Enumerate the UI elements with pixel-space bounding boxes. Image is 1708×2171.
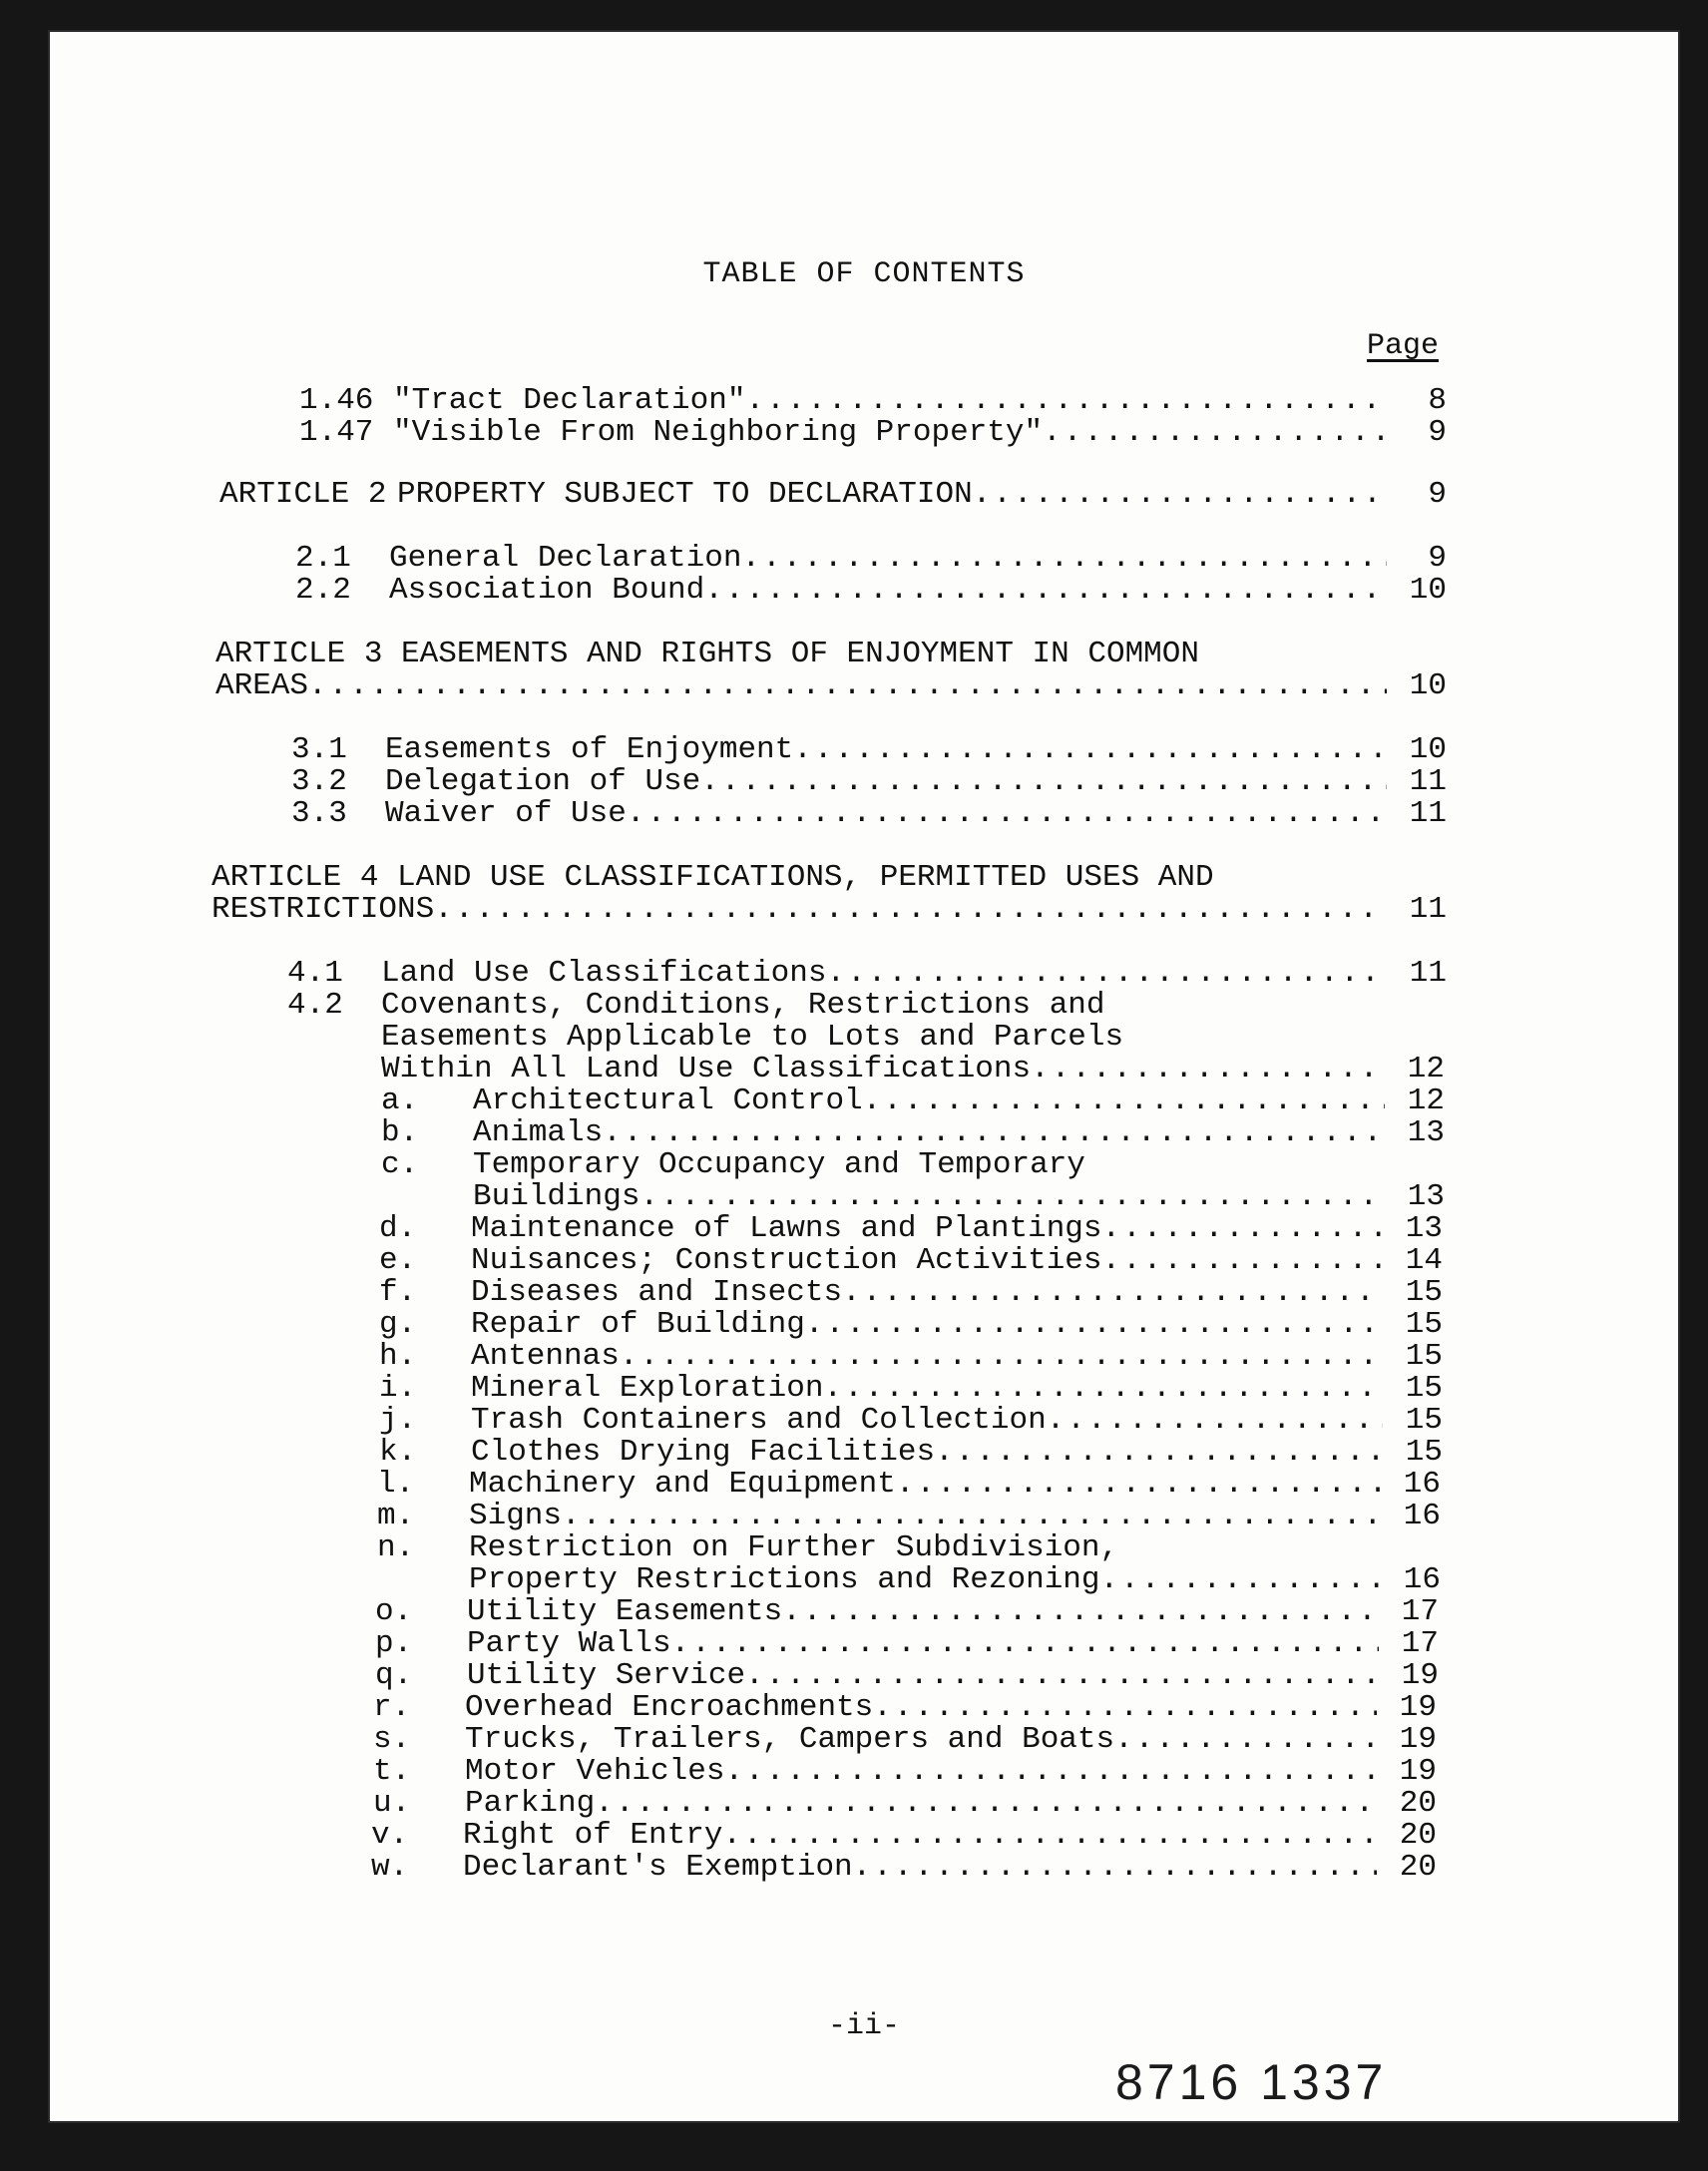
toc-entry xyxy=(295,575,1447,607)
entry-page: 19 xyxy=(1399,1722,1437,1757)
article-title-continued: RESTRICTIONS xyxy=(212,894,435,926)
item-letter: d. xyxy=(379,1211,417,1246)
entry-title: Association Bound xyxy=(389,575,705,607)
entry-page: 12 xyxy=(1407,1052,1445,1086)
item-letter: e. xyxy=(379,1243,417,1278)
article-number: ARTICLE 4 xyxy=(212,860,379,895)
entry-title: "Visible From Neighboring Property" xyxy=(393,417,1044,449)
article-title-continued: AREAS xyxy=(215,670,309,702)
article-title: LAND USE CLASSIFICATIONS, PERMITTED USES AND xyxy=(397,860,1214,895)
entry-title: General Declaration xyxy=(389,543,742,575)
item-letter: q. xyxy=(375,1658,413,1693)
toc-subitem xyxy=(375,1628,1439,1660)
entry-page: 13 xyxy=(1407,1179,1445,1214)
item-title-continued: Buildings xyxy=(473,1181,640,1213)
item-title: Declarant's Exemption xyxy=(463,1852,853,1884)
dot-leader xyxy=(745,1660,1379,1692)
entry-page: 20 xyxy=(1399,1850,1437,1885)
item-title: Overhead Encroachments xyxy=(465,1692,874,1724)
dot-leader xyxy=(842,1277,1383,1309)
entry-page: 9 xyxy=(1428,541,1447,576)
entry-page: 20 xyxy=(1399,1818,1437,1853)
article-number: ARTICLE 3 xyxy=(215,637,383,671)
entry-page: 15 xyxy=(1405,1435,1443,1470)
item-letter: k. xyxy=(379,1435,417,1470)
toc-subitem xyxy=(379,1213,1443,1245)
item-letter: f. xyxy=(379,1275,417,1310)
toc-subitem xyxy=(379,1245,1443,1277)
dot-leader xyxy=(826,958,1387,990)
item-letter: b. xyxy=(381,1115,419,1150)
entry-page: 16 xyxy=(1403,1467,1441,1502)
toc-subitem xyxy=(379,1341,1443,1373)
entry-title-continued: Easements Applicable to Lots and Parcels xyxy=(381,1020,1124,1055)
toc-subitem xyxy=(373,1788,1437,1820)
toc-article-heading xyxy=(215,639,1199,670)
dot-leader xyxy=(896,1469,1381,1501)
toc-subitem xyxy=(381,1086,1445,1117)
document-page xyxy=(48,30,1680,2123)
item-title: Trucks, Trailers, Campers and Boats xyxy=(465,1724,1115,1756)
entry-number: 4.1 xyxy=(287,956,343,991)
entry-page: 16 xyxy=(1403,1499,1441,1533)
item-title: Clothes Drying Facilities xyxy=(471,1437,936,1469)
dot-leader xyxy=(863,1086,1385,1117)
toc-entry xyxy=(299,417,1447,449)
toc-entry-heading xyxy=(287,990,1105,1022)
entry-page: 17 xyxy=(1401,1594,1439,1629)
item-letter: g. xyxy=(379,1307,417,1342)
toc-entry xyxy=(295,543,1447,575)
entry-number: 3.3 xyxy=(291,796,347,831)
item-title: Utility Service xyxy=(467,1660,746,1692)
entry-page: 19 xyxy=(1399,1754,1437,1789)
item-letter: r. xyxy=(373,1690,411,1725)
item-letter: m. xyxy=(377,1499,415,1533)
dot-leader xyxy=(1102,1245,1383,1277)
item-letter: i. xyxy=(379,1371,417,1406)
item-title-continued: Property Restrictions and Rezoning xyxy=(469,1564,1100,1596)
toc-entry xyxy=(291,734,1447,766)
item-title: Diseases and Insects xyxy=(471,1277,843,1309)
item-letter: o. xyxy=(375,1594,413,1629)
dot-leader xyxy=(671,1628,1379,1660)
entry-page: 15 xyxy=(1405,1275,1443,1310)
entry-page: 13 xyxy=(1407,1115,1445,1150)
item-letter: h. xyxy=(379,1339,417,1374)
dot-leader xyxy=(434,894,1387,926)
dot-leader xyxy=(1047,1405,1383,1437)
item-title: Motor Vehicles xyxy=(465,1756,725,1788)
dot-leader xyxy=(973,479,1387,511)
toc-subitem xyxy=(375,1660,1439,1692)
item-title: Signs xyxy=(469,1501,563,1532)
toc-subitem xyxy=(373,1756,1437,1788)
entry-page: 16 xyxy=(1403,1562,1441,1597)
item-title: Repair of Building xyxy=(471,1309,805,1341)
dot-leader xyxy=(1114,1724,1377,1756)
entry-number: 1.47 xyxy=(299,415,374,450)
dot-leader xyxy=(603,1117,1385,1149)
toc-subitem xyxy=(375,1596,1439,1628)
entry-number: 4.2 xyxy=(287,988,343,1023)
dot-leader xyxy=(741,543,1387,575)
toc-subitem-heading xyxy=(377,1532,1118,1564)
dot-leader xyxy=(745,385,1387,417)
entry-page: 15 xyxy=(1405,1403,1443,1438)
toc-subitem xyxy=(379,1437,1443,1469)
dot-leader xyxy=(853,1852,1377,1884)
dot-leader xyxy=(805,1309,1383,1341)
toc-subitem xyxy=(379,1405,1443,1437)
item-title: Antennas xyxy=(471,1341,620,1373)
item-letter: v. xyxy=(371,1818,409,1853)
item-letter: j. xyxy=(379,1403,417,1438)
page-number: -ii- xyxy=(827,2009,900,2043)
toc-article xyxy=(215,670,1447,702)
entry-page: 19 xyxy=(1399,1690,1437,1725)
article-number: ARTICLE 2 xyxy=(219,477,387,512)
toc-entry xyxy=(291,766,1447,798)
entry-page: 15 xyxy=(1405,1371,1443,1406)
toc-article xyxy=(219,479,1447,511)
item-title: Utility Easements xyxy=(467,1596,783,1628)
entry-number: 2.1 xyxy=(295,541,351,576)
document-stamp-number: 8716 1337 xyxy=(1115,2054,1388,2110)
dot-leader xyxy=(308,670,1387,702)
toc-subitem-heading xyxy=(381,1149,1085,1181)
entry-title: "Tract Declaration" xyxy=(393,385,746,417)
document-title: TABLE OF CONTENTS xyxy=(702,257,1026,291)
item-letter: s. xyxy=(373,1722,411,1757)
article-title: EASEMENTS AND RIGHTS OF ENJOYMENT IN COMMON xyxy=(401,637,1199,671)
item-title: Architectural Control xyxy=(473,1086,863,1117)
entry-number: 3.1 xyxy=(291,732,347,767)
entry-page: 14 xyxy=(1405,1243,1443,1278)
item-title: Nuisances; Construction Activities xyxy=(471,1245,1102,1277)
entry-page: 19 xyxy=(1401,1658,1439,1693)
entry-title: Land Use Classifications xyxy=(381,958,827,990)
item-title: Restriction on Further Subdivision, xyxy=(469,1530,1119,1565)
page-column-header: Page xyxy=(1367,329,1440,363)
item-letter: w. xyxy=(371,1850,409,1885)
toc-entry xyxy=(287,958,1447,990)
entry-title: Covenants, Conditions, Restrictions and xyxy=(381,988,1105,1023)
entry-page: 11 xyxy=(1409,764,1447,799)
entry-title: Delegation of Use xyxy=(385,766,701,798)
entry-page: 12 xyxy=(1407,1084,1445,1118)
toc-entry xyxy=(381,1054,1445,1086)
entry-page: 11 xyxy=(1409,892,1447,927)
entry-page: 9 xyxy=(1428,415,1447,450)
item-letter: t. xyxy=(373,1754,411,1789)
toc-entry xyxy=(291,798,1447,830)
item-letter: u. xyxy=(373,1786,411,1821)
item-title: Mineral Exploration xyxy=(471,1373,824,1405)
entry-title: Waiver of Use xyxy=(385,798,627,830)
dot-leader xyxy=(782,1596,1379,1628)
entry-page: 20 xyxy=(1399,1786,1437,1821)
entry-number: 3.2 xyxy=(291,764,347,799)
entry-page: 10 xyxy=(1409,732,1447,767)
entry-title-continued: Within All Land Use Classifications xyxy=(381,1054,1032,1086)
item-letter: c. xyxy=(381,1147,419,1182)
dot-leader xyxy=(1100,1564,1381,1596)
entry-page: 15 xyxy=(1405,1339,1443,1374)
entry-page: 8 xyxy=(1428,383,1447,418)
entry-page: 11 xyxy=(1409,796,1447,831)
item-title: Animals xyxy=(473,1117,604,1149)
item-title: Parking xyxy=(465,1788,596,1820)
toc-subitem xyxy=(371,1820,1437,1852)
toc-subitem xyxy=(373,1724,1437,1756)
dot-leader xyxy=(1102,1213,1383,1245)
article-title: PROPERTY SUBJECT TO DECLARATION xyxy=(397,479,973,511)
item-letter: l. xyxy=(377,1467,415,1502)
item-letter: a. xyxy=(381,1084,419,1118)
entry-title: Easements of Enjoyment xyxy=(385,734,794,766)
item-title: Temporary Occupancy and Temporary xyxy=(473,1147,1085,1182)
dot-leader xyxy=(873,1692,1377,1724)
toc-subitem xyxy=(377,1469,1441,1501)
toc-subitem xyxy=(371,1852,1437,1884)
toc-subitem xyxy=(373,1692,1437,1724)
item-title: Party Walls xyxy=(467,1628,671,1660)
item-title: Right of Entry xyxy=(463,1820,723,1852)
dot-leader xyxy=(793,734,1387,766)
entry-page: 11 xyxy=(1409,956,1447,991)
entry-page: 13 xyxy=(1405,1211,1443,1246)
toc-article-heading xyxy=(212,862,1214,894)
entry-number: 1.46 xyxy=(299,383,374,418)
item-title: Maintenance of Lawns and Plantings xyxy=(471,1213,1102,1245)
entry-page: 15 xyxy=(1405,1307,1443,1342)
item-letter: n. xyxy=(377,1530,415,1565)
toc-entry xyxy=(299,385,1447,417)
dot-leader xyxy=(704,575,1387,607)
entry-page: 17 xyxy=(1401,1626,1439,1661)
dot-leader xyxy=(595,1788,1377,1820)
dot-leader xyxy=(935,1437,1383,1469)
toc-subitem xyxy=(381,1117,1445,1149)
entry-page: 10 xyxy=(1409,573,1447,608)
toc-article xyxy=(212,894,1447,926)
item-letter: p. xyxy=(375,1626,413,1661)
entry-page: 9 xyxy=(1428,477,1447,512)
dot-leader xyxy=(724,1756,1377,1788)
toc-subitem xyxy=(379,1309,1443,1341)
toc-subitem xyxy=(469,1564,1441,1596)
toc-subitem xyxy=(379,1277,1443,1309)
item-title: Machinery and Equipment xyxy=(469,1469,896,1501)
entry-number: 2.2 xyxy=(295,573,351,608)
dot-leader xyxy=(722,1820,1377,1852)
dot-leader xyxy=(620,1341,1383,1373)
dot-leader xyxy=(1031,1054,1385,1086)
entry-page: 10 xyxy=(1409,668,1447,703)
dot-leader xyxy=(627,798,1387,830)
toc-subitem xyxy=(377,1501,1441,1532)
dot-leader xyxy=(700,766,1387,798)
toc-subitem xyxy=(379,1373,1443,1405)
toc-subitem xyxy=(473,1181,1445,1213)
dot-leader xyxy=(562,1501,1381,1532)
dot-leader xyxy=(823,1373,1383,1405)
item-title: Trash Containers and Collection xyxy=(471,1405,1047,1437)
dot-leader xyxy=(1043,417,1387,449)
dot-leader xyxy=(640,1181,1385,1213)
